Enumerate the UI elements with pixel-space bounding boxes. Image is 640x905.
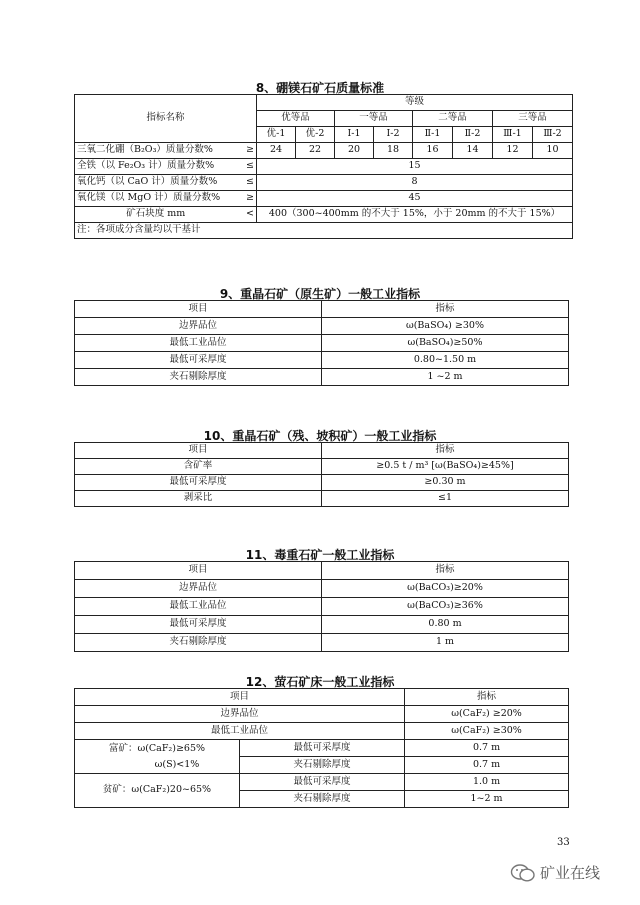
row-label-fe2o3: 全铁（以 Fe₂O₃ 计）质量分数% (75, 159, 237, 175)
table-row-value: 1~2 m (405, 791, 569, 808)
table-row-value: ≥0.5 t / m³ [ω(BaSO₄)≥45%] (322, 459, 569, 475)
value-cell: 22 (296, 143, 335, 159)
value-cell: 12 (493, 143, 533, 159)
rich-ore-line-2: ω(S)<1% (154, 758, 200, 770)
subgrade: Ⅲ-2 (533, 127, 573, 143)
value-mgo: 45 (257, 191, 573, 207)
table-row-item: 最低工业品位 (75, 335, 322, 352)
row-label-cao: 氧化钙（以 CaO 计）质量分数% (75, 175, 237, 191)
value-cell: 20 (335, 143, 374, 159)
subgrade: Ⅰ-1 (335, 127, 374, 143)
table-row-value: ≤1 (322, 491, 569, 507)
table-row-item: 含矿率 (75, 459, 322, 475)
page-number: 33 (557, 837, 570, 848)
header-index: 指标 (322, 443, 569, 459)
header-index: 指标 (405, 689, 569, 706)
header-indicator-name: 指标名称 (75, 95, 257, 143)
row-op-mgo: ≥ (237, 191, 257, 207)
header-item: 项目 (75, 443, 322, 459)
row-op-lump-size: < (237, 207, 257, 223)
sub-item: 夹石剔除厚度 (240, 757, 405, 774)
barite-primary-table (74, 300, 569, 386)
value-cell: 24 (257, 143, 296, 159)
value-cao: 8 (257, 175, 573, 191)
fluorite-table (74, 688, 569, 808)
row-label-lump-size: 矿石块度 mm (75, 207, 237, 223)
table-row-value: ω(BaSO₄)≥50% (322, 335, 569, 352)
table-row-value: 0.7 m (405, 757, 569, 774)
table-row-item: 最低可采厚度 (75, 475, 322, 491)
grade-premium: 优等品 (257, 111, 335, 127)
row-op-b2o3: ≥ (237, 143, 257, 159)
value-lump-size: 400（300~400mm 的不大于 15%，小于 20mm 的不大于 15%） (257, 207, 573, 223)
table-row-item: 夹石剔除厚度 (75, 634, 322, 652)
boron-ore-quality-table (74, 94, 573, 239)
table-row-value: ω(CaF₂) ≥30% (405, 723, 569, 740)
table-row-item: 最低工业品位 (75, 598, 322, 616)
row-label-mgo: 氧化镁（以 MgO 计）质量分数% (75, 191, 237, 207)
table-row-value: 0.80~1.50 m (322, 352, 569, 369)
value-fe2o3: 15 (257, 159, 573, 175)
value-cell: 16 (413, 143, 453, 159)
header-item: 项目 (75, 689, 405, 706)
table-row-value: ω(BaSO₄) ≥30% (322, 318, 569, 335)
sub-item: 夹石剔除厚度 (240, 791, 405, 808)
table-row-value: 0.7 m (405, 740, 569, 757)
section-10-title: 10、重晶石矿（残、坡积矿）一般工业指标 (203, 429, 437, 443)
watermark (510, 862, 600, 883)
grade-second: 二等品 (413, 111, 493, 127)
wechat-icon (510, 863, 536, 883)
table-row-item: 夹石剔除厚度 (75, 369, 322, 386)
row-label-b2o3: 三氧二化硼（B₂O₃）质量分数% (75, 143, 237, 159)
value-cell: 14 (453, 143, 493, 159)
table-row-value: 1.0 m (405, 774, 569, 791)
subgrade: 优-1 (257, 127, 296, 143)
table-row-item: 边界品位 (75, 580, 322, 598)
row-op-fe2o3: ≤ (237, 159, 257, 175)
sub-item: 最低可采厚度 (240, 740, 405, 757)
table-row-item: 边界品位 (75, 706, 405, 723)
table-row-value: ω(BaCO₃)≥36% (322, 598, 569, 616)
table-row-value: 1 ~2 m (322, 369, 569, 386)
sub-item: 最低可采厚度 (240, 774, 405, 791)
watermark-text: 矿业在线 (540, 864, 601, 882)
table-row-value: ω(CaF₂) ≥20% (405, 706, 569, 723)
witherite-table (74, 561, 569, 652)
poor-ore-cell: 贫矿：ω(CaF₂)20~65% (75, 774, 240, 808)
header-item: 项目 (75, 562, 322, 580)
rich-ore-line-1: 富矿：ω(CaF₂)≥65% (108, 742, 206, 754)
grade-first: 一等品 (335, 111, 413, 127)
subgrade: Ⅰ-2 (374, 127, 413, 143)
table-row-value: ω(BaCO₃)≥20% (322, 580, 569, 598)
section-12-title: 12、萤石矿床一般工业指标 (245, 675, 395, 689)
table-row-item: 最低可采厚度 (75, 616, 322, 634)
section-8-title: 8、硼镁石矿石质量标准 (255, 81, 385, 95)
section-11-title: 11、毒重石矿一般工业指标 (245, 548, 395, 562)
value-cell: 10 (533, 143, 573, 159)
subgrade: Ⅲ-1 (493, 127, 533, 143)
table-row-value: ≥0.30 m (322, 475, 569, 491)
grade-third: 三等品 (493, 111, 573, 127)
row-op-cao: ≤ (237, 175, 257, 191)
table-row-value: 0.80 m (322, 616, 569, 634)
table-row-item: 边界品位 (75, 318, 322, 335)
table-row-item: 剥采比 (75, 491, 322, 507)
subgrade: Ⅱ-1 (413, 127, 453, 143)
subgrade: Ⅱ-2 (453, 127, 493, 143)
header-index: 指标 (322, 562, 569, 580)
table-row-item: 最低可采厚度 (75, 352, 322, 369)
table-note: 注：各项成分含量均以干基计 (75, 223, 573, 239)
value-cell: 18 (374, 143, 413, 159)
rich-ore-cell (75, 740, 240, 774)
header-item: 项目 (75, 301, 322, 318)
header-grade: 等级 (257, 95, 573, 111)
header-index: 指标 (322, 301, 569, 318)
section-9-title: 9、重晶石矿（原生矿）一般工业指标 (219, 287, 421, 301)
table-row-item: 最低工业品位 (75, 723, 405, 740)
table-row-value: 1 m (322, 634, 569, 652)
subgrade: 优-2 (296, 127, 335, 143)
barite-eluvial-table (74, 442, 569, 507)
